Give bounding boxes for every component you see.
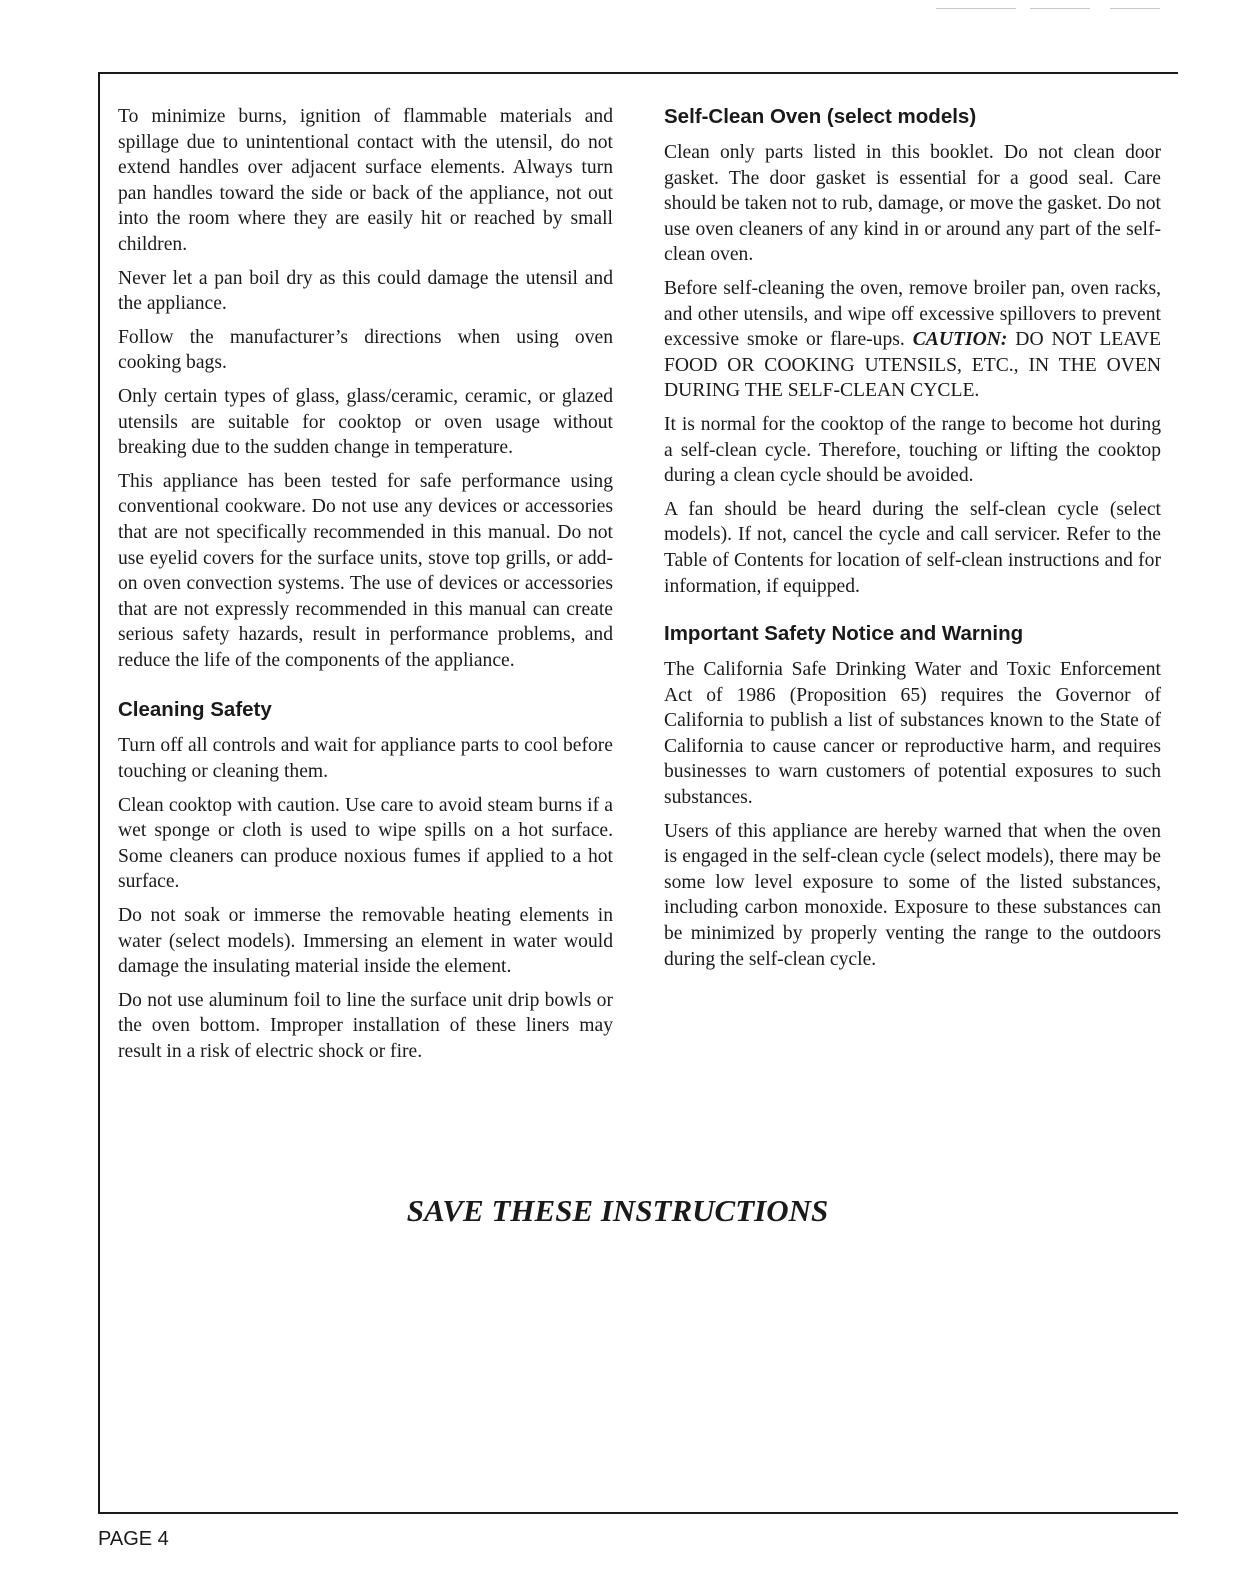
- save-instructions-banner: SAVE THESE INSTRUCTIONS: [406, 1193, 829, 1228]
- paragraph-door-gasket: Clean only parts listed in this booklet. Do not clean door gasket. The door gasket is essential for a good seal. Care should be taken not to rub, damage, or move the gasket. Do not use oven cleaners of any kind in or around any part of the self-clean oven.: [664, 142, 1161, 266]
- paragraph-cooktop-hot: It is normal for the cooktop of the range to become hot during a self-clean cycle. Therefore, touching or lifting the cooktop during a clean cycle should be avoided.: [664, 413, 1161, 487]
- paragraph-before-self-clean: [664, 276, 1161, 404]
- before-self-clean-text: Before self-cleaning the oven, remove broiler pan, oven racks, and other utensils, and wipe off excessive spillovers to prevent excessive smoke or flare-ups.: [664, 277, 1161, 351]
- page-number: PAGE 4: [98, 1528, 169, 1550]
- paragraph-exposure-warning: Users of this appliance are hereby warned that when the oven is engaged in the self-clean cycle (select models), there may be some low level exposure to some of the listed substances, including carbon monoxide. Exposure to these substances can be minimized by properly venting the range to the outdoors during the self-clean cycle.: [664, 820, 1161, 970]
- safety-notice-heading: Important Safety Notice and Warning: [664, 622, 1024, 646]
- page-frame-top-rule: [98, 72, 1178, 74]
- paragraph-cooking-bags: Follow the manufacturer’s directions when using oven cooking bags.: [118, 326, 613, 374]
- paragraph-boil-dry: Never let a pan boil dry as this could damage the utensil and the appliance.: [118, 267, 613, 315]
- paragraph-clean-cooktop: Clean cooktop with caution. Use care to avoid steam burns if a wet sponge or cloth is used to wipe spills on a hot surface. Some cleaners can produce noxious fumes if applied to a hot surface.: [118, 794, 613, 893]
- left-column: [118, 104, 613, 1073]
- paragraph-conventional-cookware: This appliance has been tested for safe performance using conventional cookware. Do not use any devices or accessories that are not specifically recommended in this manual. Do not use eyelid covers for the surface units, stove top grills, or add-on oven convection systems. The use of devices or accessories that are not expressly recommended in this manual can create serious safety hazards, result in performance problems, and reduce the life of the components of the appliance.: [118, 470, 613, 671]
- page-frame-left-rule: [98, 72, 100, 1512]
- paragraph-glass-utensils: Only certain types of glass, glass/ceramic, ceramic, or glazed utensils are suitable for cooktop or oven usage without breaking due to the sudden change in temperature.: [118, 385, 613, 459]
- right-column: [664, 104, 1161, 980]
- cleaning-safety-heading: Cleaning Safety: [118, 698, 272, 722]
- scan-artifact: [1110, 8, 1160, 9]
- paragraph-aluminum-foil: Do not use aluminum foil to line the surface unit drip bowls or the oven bottom. Improper installation of these liners may result in a risk of electric shock or fire.: [118, 989, 613, 1062]
- paragraph-proposition-65: The California Safe Drinking Water and Toxic Enforcement Act of 1986 (Proposition 65) requires the Governor of California to publish a list of substances known to the State of California to cause cancer or reproductive harm, and requires businesses to warn customers of potential exposures to such substances.: [664, 659, 1161, 809]
- caution-text: DO NOT LEAVE FOOD OR COOKING UTENSILS, ETC., IN THE OVEN DURING THE SELF-CLEAN CYCLE.: [664, 329, 1161, 402]
- paragraph-turn-off-controls: Turn off all controls and wait for appliance parts to cool before touching or cleaning them.: [118, 735, 613, 783]
- page-frame-bottom-rule: [98, 1512, 1178, 1514]
- scan-artifact: [936, 8, 1016, 9]
- scan-artifact: [1030, 8, 1090, 9]
- caution-label: CAUTION:: [912, 329, 1008, 351]
- self-clean-heading: Self-Clean Oven (select models): [664, 105, 977, 128]
- paragraph-heating-elements: Do not soak or immerse the removable heating elements in water (select models). Immersing an element in water would damage the insulating material inside the element.: [118, 905, 613, 978]
- paragraph-fan: A fan should be heard during the self-clean cycle (select models). If not, cancel the cycle and call servicer. Refer to the Table of Contents for location of self-clean instructions and for information, if equipped.: [664, 498, 1161, 597]
- paragraph-pan-handles: To minimize burns, ignition of flammable materials and spillage due to unintentional contact with the utensil, do not extend handles over adjacent surface elements. Always turn pan handles toward the side or back of the appliance, not out into the room where they are easily hit or reached by small children.: [118, 106, 613, 255]
